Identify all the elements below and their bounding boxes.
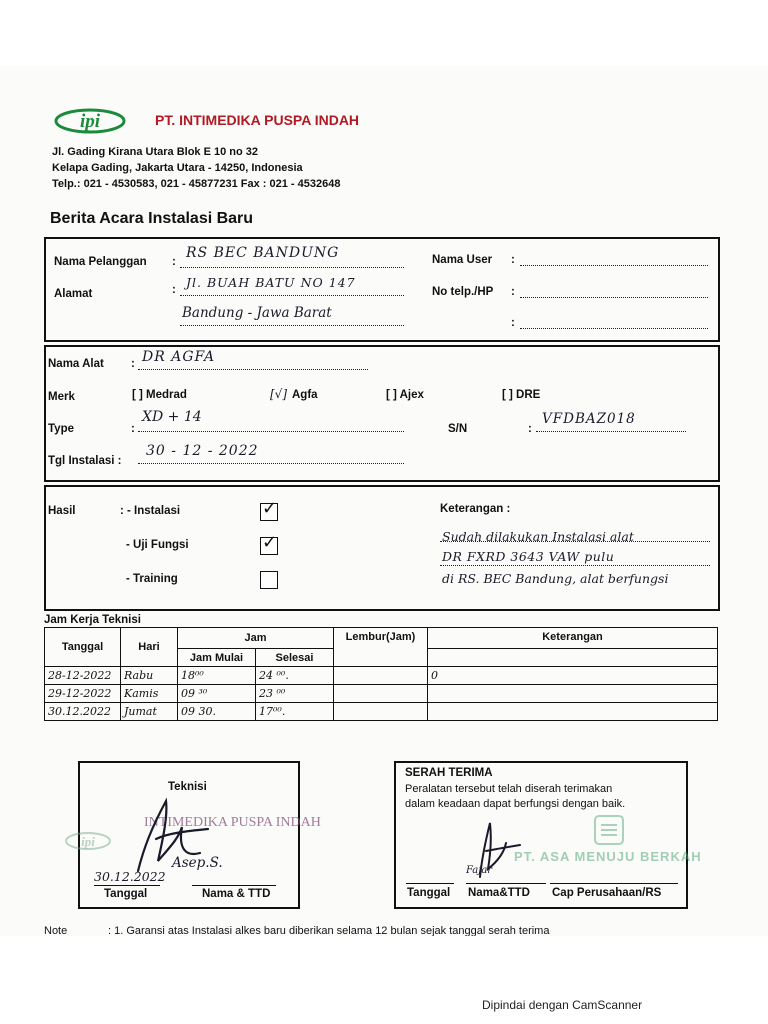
technician-name-line bbox=[192, 885, 276, 886]
table-row bbox=[45, 703, 718, 721]
cell-selesai: 23 ⁰⁰ bbox=[256, 685, 334, 703]
header-hari: Hari bbox=[121, 628, 178, 667]
phone-label: No telp./HP bbox=[432, 286, 494, 298]
brand-label: Merk bbox=[48, 391, 75, 403]
note-label: Note bbox=[44, 925, 68, 936]
note-clip bbox=[0, 921, 768, 936]
colon: : bbox=[172, 284, 176, 296]
check-mark-icon: ✓ bbox=[262, 532, 278, 553]
customer-name-label: Nama Pelanggan bbox=[54, 256, 147, 268]
cell-jam-mulai: 09 30. bbox=[178, 703, 256, 721]
table-row bbox=[45, 667, 718, 685]
colon: : bbox=[172, 256, 176, 268]
result-item-training: - Training bbox=[126, 573, 178, 585]
remarks-text-2: DR FXRD 3643 VAW pulu bbox=[442, 549, 615, 564]
cell-hari: Rabu bbox=[121, 667, 178, 685]
customer-name-value: RS BEC BANDUNG bbox=[186, 245, 340, 261]
technician-box bbox=[78, 761, 321, 909]
phone-line bbox=[520, 283, 708, 298]
handover-tanggal-label: Tanggal bbox=[407, 887, 451, 899]
check-mark-icon: ✓ bbox=[262, 498, 278, 519]
install-date-label: Tgl Instalasi : bbox=[48, 455, 122, 467]
device-name-label: Nama Alat bbox=[48, 358, 104, 370]
sn-value: VFDBAZ018 bbox=[542, 411, 636, 427]
cell-selesai: 17⁰⁰. bbox=[256, 703, 334, 721]
handover-title: SERAH TERIMA bbox=[405, 767, 493, 779]
technician-tanggal-label: Tanggal bbox=[104, 888, 148, 900]
handover-text-2: dalam keadaan dapat berfungsi dengan baik. bbox=[405, 798, 626, 810]
colon: : bbox=[131, 423, 135, 435]
cell-lembur bbox=[334, 685, 428, 703]
user-name-label: Nama User bbox=[432, 254, 493, 266]
header-lembur: Lembur(Jam) bbox=[334, 628, 428, 667]
keterangan-blank bbox=[428, 649, 718, 667]
extra-line bbox=[520, 314, 708, 329]
result-section bbox=[44, 485, 720, 611]
handover-tanggal-line bbox=[406, 883, 454, 884]
cell-keterangan bbox=[428, 685, 718, 703]
table-row bbox=[45, 685, 718, 703]
handover-cap-label: Cap Perusahaan/RS bbox=[552, 887, 662, 899]
document-title: Berita Acara Instalasi Baru bbox=[50, 210, 254, 227]
user-name-line bbox=[520, 251, 708, 266]
worktable-title: Jam Kerja Teknisi bbox=[44, 614, 141, 626]
handover-name-label: Nama&TTD bbox=[468, 887, 530, 899]
handover-text-1: Peralatan tersebut telah diserah terimakan bbox=[405, 783, 613, 795]
type-label: Type bbox=[48, 423, 74, 435]
device-section bbox=[44, 345, 720, 482]
technician-stamp-logo bbox=[64, 831, 112, 851]
cell-hari: Jumat bbox=[121, 703, 178, 721]
colon: : bbox=[511, 286, 515, 298]
cell-lembur bbox=[334, 667, 428, 685]
remarks-text-1: Sudah dilakukan Instalasi alat bbox=[442, 529, 634, 544]
technician-name-label: Nama & TTD bbox=[202, 888, 271, 900]
remarks-label: Keterangan : bbox=[440, 503, 511, 515]
customer-section bbox=[44, 237, 720, 342]
header-selesai: Selesai bbox=[256, 649, 334, 667]
handover-stamp-text: PT. ASA MENUJU BERKAH bbox=[514, 849, 702, 864]
customer-address-value-2: Bandung - Jawa Barat bbox=[182, 305, 332, 321]
technician-stamp-text: INTIMEDIKA PUSPA INDAH bbox=[144, 815, 321, 830]
checkbox-instalasi[interactable] bbox=[260, 498, 278, 521]
result-item-uji-fungsi: - Uji Fungsi bbox=[126, 539, 189, 551]
cell-keterangan: 0 bbox=[428, 667, 718, 685]
brand-checked-mark: [√] bbox=[270, 387, 288, 401]
company-address-2: Kelapa Gading, Jakarta Utara - 14250, Indonesia bbox=[52, 162, 303, 174]
company-phone: Telp.: 021 - 4530583, 021 - 45877231 Fax : 021 - 4532648 bbox=[52, 178, 341, 190]
note-text: : 1. Garansi atas Instalasi alkes baru diberikan selama 12 bulan sejak tanggal serah terima bbox=[108, 925, 550, 936]
handover-name-line bbox=[466, 883, 546, 884]
device-name-value: DR AGFA bbox=[142, 349, 216, 365]
company-name: PT. INTIMEDIKA PUSPA INDAH bbox=[155, 112, 360, 128]
result-label: Hasil bbox=[48, 505, 76, 517]
technician-name-hw: Asep.S. bbox=[172, 855, 223, 871]
cell-selesai: 24 ⁰⁰. bbox=[256, 667, 334, 685]
technician-date-line bbox=[94, 885, 160, 886]
company-logo bbox=[54, 108, 126, 134]
brand-option-agfa: Agfa bbox=[292, 389, 318, 401]
document-page bbox=[0, 66, 768, 936]
type-value: XD + 14 bbox=[142, 409, 202, 425]
technician-date-hw: 30.12.2022 bbox=[94, 869, 166, 884]
customer-address-label: Alamat bbox=[54, 288, 93, 300]
customer-address-value-1: Jl. BUAH BATU NO 147 bbox=[186, 275, 356, 290]
handover-stamp-icon bbox=[592, 813, 626, 847]
brand-option-dre: [ ] DRE bbox=[502, 389, 541, 401]
logo-text: ipi bbox=[79, 111, 101, 132]
result-item-instalasi: : - Instalasi bbox=[120, 505, 181, 517]
colon: : bbox=[528, 423, 532, 435]
header-tanggal: Tanggal bbox=[45, 628, 121, 667]
colon: : bbox=[131, 358, 135, 370]
brand-option-medrad: [ ] Medrad bbox=[132, 389, 187, 401]
cell-tanggal: 29-12-2022 bbox=[45, 685, 121, 703]
header-jam-mulai: Jam Mulai bbox=[178, 649, 256, 667]
cell-jam-mulai: 18⁰⁰ bbox=[178, 667, 256, 685]
cell-jam-mulai: 09 ³⁰ bbox=[178, 685, 256, 703]
install-date-value: 30 - 12 - 2022 bbox=[146, 443, 259, 459]
handover-signer-hw: Fajar bbox=[466, 865, 493, 876]
cell-tanggal: 30.12.2022 bbox=[45, 703, 121, 721]
sn-label: S/N bbox=[448, 423, 468, 435]
colon: : bbox=[511, 317, 515, 329]
cell-lembur bbox=[334, 703, 428, 721]
handover-box bbox=[394, 761, 702, 909]
header-keterangan: Keterangan bbox=[428, 628, 718, 649]
header-jam: Jam bbox=[178, 628, 334, 649]
worktable bbox=[44, 627, 718, 721]
checkbox-training[interactable] bbox=[260, 571, 278, 589]
handover-cap-line bbox=[550, 883, 678, 884]
colon: : bbox=[511, 254, 515, 266]
cell-keterangan bbox=[428, 703, 718, 721]
scanner-watermark: Dipindai dengan CamScanner bbox=[482, 998, 643, 1012]
company-address-1: Jl. Gading Kirana Utara Blok E 10 no 32 bbox=[52, 146, 259, 158]
cell-hari: Kamis bbox=[121, 685, 178, 703]
cell-tanggal: 28-12-2022 bbox=[45, 667, 121, 685]
checkbox-uji-fungsi[interactable] bbox=[260, 532, 278, 555]
remarks-text-3: di RS. BEC Bandung, alat berfungsi bbox=[442, 571, 669, 586]
stamp-logo-text: ipi bbox=[81, 834, 95, 849]
brand-option-ajex: [ ] Ajex bbox=[386, 389, 424, 401]
technician-title: Teknisi bbox=[168, 781, 207, 793]
